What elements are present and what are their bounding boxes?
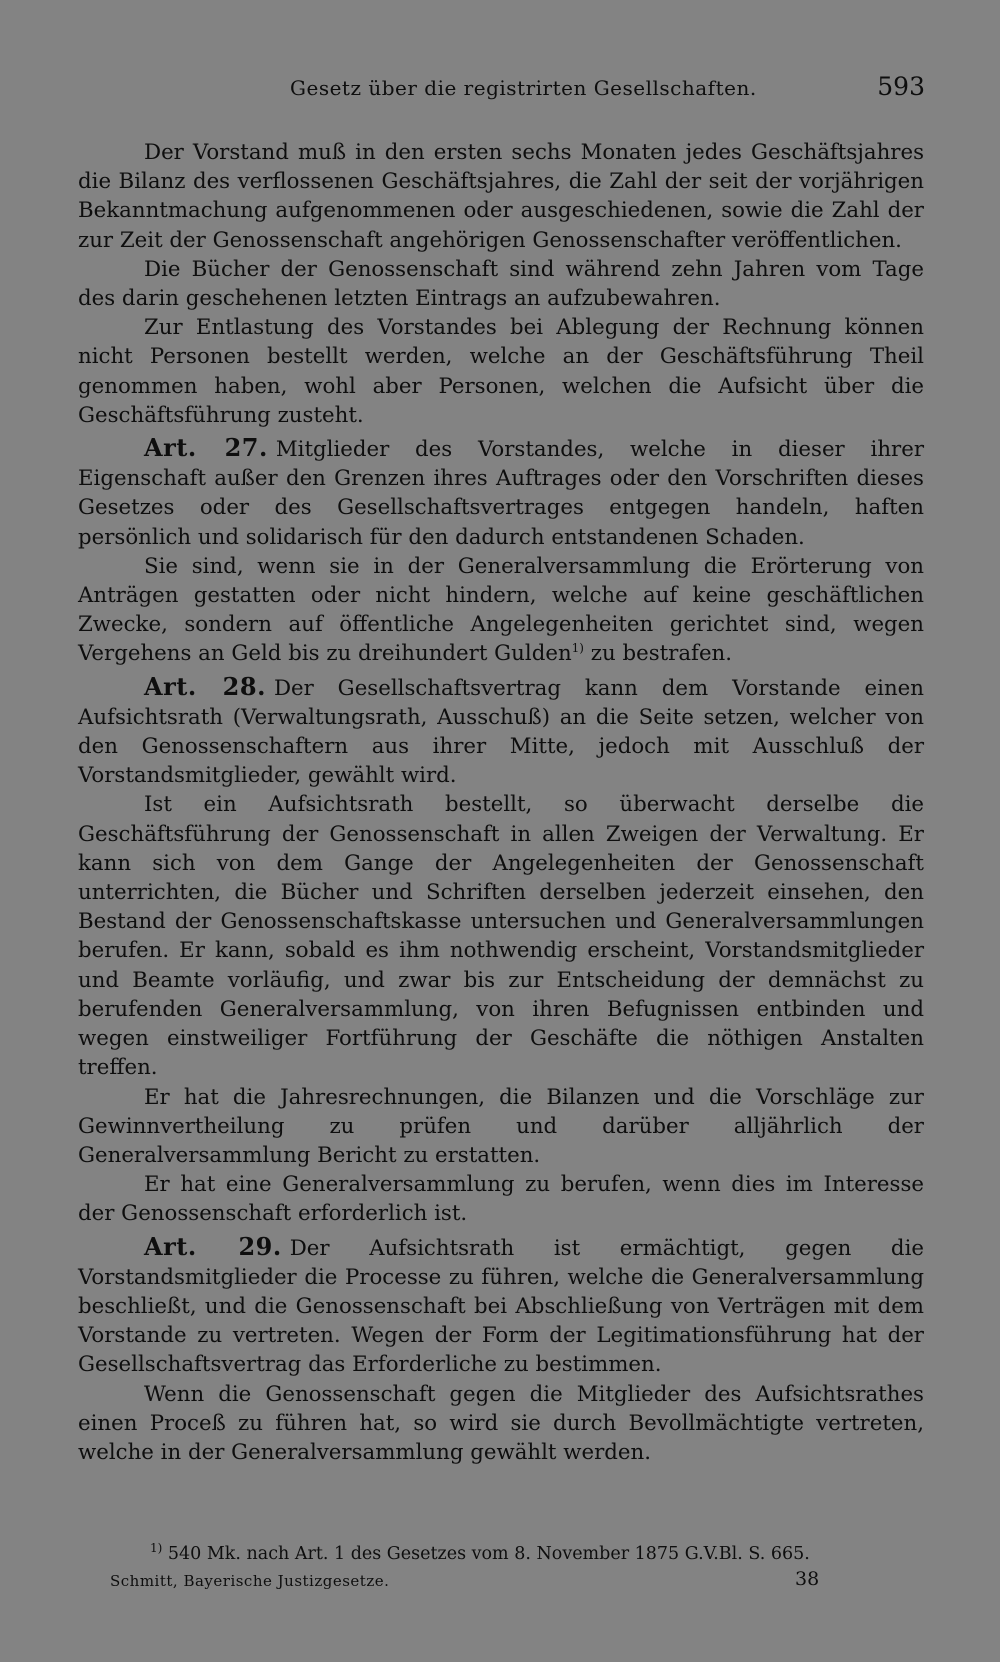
article-label: Art. 28. — [144, 671, 266, 701]
footnote-reference: 1) — [571, 641, 584, 656]
paragraph — [78, 552, 924, 669]
sheet-number: 38 — [795, 1568, 820, 1590]
article-text: Der Aufsichtsrath ist ermächtigt, gegen die Vorstandsmitglieder die Processe zu führen, welche die Generalversammlung beschließt, und die Genossenschaft bei Abschließung von Verträgen mit dem Vorstande zu vertreten. Wegen der Form der Legitimationsführung hat der Gesellschaftsvertrag das Erforderliche zu bestimmen. — [78, 1235, 924, 1378]
article-28 — [78, 672, 924, 791]
article-text: Der Gesellschaftsvertrag kann dem Vorstande einen Aufsichtsrath (Verwaltungsrath, Ausschuß) an die Seite setzen, welcher von den Genossenschaftern aus ihrer Mitte, jedoch mit Ausschluß der Vorstandsmitglieder, gewählt wird. — [78, 675, 924, 789]
body-text — [78, 138, 924, 1467]
article-label: Art. 27. — [144, 433, 268, 463]
paragraph: Ist ein Aufsichtsrath bestellt, so überwacht derselbe die Geschäftsführung der Genossenschaft in allen Zweigen der Verwaltung. Er kann sich von dem Gange der Angelegenheiten der Genossenschaft unterrichten, die Bücher und Schriften derselben jederzeit einsehen, den Bestand der Genossenschaftskasse untersuchen und Generalversammlungen berufen. Er kann, sobald es ihm nothwendig erscheint, Vorstandsmitglieder und Beamte vorläufig, und zwar bis zur Entscheidung der demnächst zu berufenden Generalversammlung, von ihren Befugnissen entbinden und wegen einstweiliger Fortführung der Geschäfte die nöthigen Anstalten treffen. — [78, 792, 924, 1081]
paragraph: Zur Entlastung des Vorstandes bei Ablegung der Rechnung können nicht Personen bestellt werden, welche an der Geschäftsführung Theil genommen haben, wohl aber Personen, welchen die Aufsicht über die Geschäftsführung zusteht. — [78, 315, 924, 428]
footnote — [150, 1536, 928, 1566]
paragraph: Er hat eine Generalversammlung zu berufen, wenn dies im Interesse der Genossenschaft erforderlich ist. — [78, 1172, 924, 1227]
paragraph: Die Bücher der Genossenschaft sind während zehn Jahren vom Tage des darin geschehenen letzten Eintrags an aufzubewahren. — [78, 256, 924, 312]
article-29 — [78, 1232, 924, 1380]
footnote-text: 540 Mk. nach Art. 1 des Gesetzes vom 8. November 1875 G.V.Bl. S. 665. — [162, 1543, 810, 1564]
paragraph: Der Vorstand muß in den ersten sechs Monaten jedes Geschäftsjahres die Bilanz des verflossenen Geschäftsjahres, die Zahl der seit der vorjährigen Bekanntmachung aufgenommenen oder ausgeschiedenen, sowie die Zahl der zur Zeit der Genossenschaft angehörigen Genossenschafter veröffentlichen. — [78, 140, 924, 253]
article-27 — [78, 433, 924, 552]
paragraph: Er hat die Jahresrechnungen, die Bilanzen und die Vorschläge zur Gewinnvertheilung zu prüfen und darüber alljährlich der Generalversammlung Bericht zu erstatten. — [78, 1084, 924, 1168]
article-text: Mitglieder des Vorstandes, welche in dieser ihrer Eigenschaft außer den Grenzen ihres Auftrages oder den Vorschriften dieses Gesetzes oder des Gesellschaftsvertrages entgegen handeln, haften persönlich und solidarisch für den dadurch entstandenen Schaden. — [78, 437, 924, 550]
paragraph: Wenn die Genossenschaft gegen die Mitglieder des Aufsichtsrathes einen Proceß zu führen hat, so wird sie durch Bevollmächtigte vertreten, welche in der Generalversammlung gewählt werden. — [78, 1381, 924, 1465]
page-number: 593 — [877, 72, 925, 101]
page-header — [0, 72, 1000, 108]
signature-line: Schmitt, Bayerische Justizgesetze. — [110, 1572, 390, 1590]
footnote-mark: 1) — [150, 1541, 163, 1555]
paragraph-text: zu bestrafen. — [583, 641, 733, 667]
running-title: Gesetz über die registrirten Gesellschaften. — [290, 76, 757, 100]
paragraph-text: Sie sind, wenn sie in der Generalversammlung die Erörterung von Anträgen gestatten oder nicht hindern, welche auf keine geschäftlichen Zwecke, sondern auf öffentliche Angelegenheiten gerichtet sind, wegen Vergehens an Geld bis zu dreihundert Gulden — [78, 553, 924, 667]
article-label: Art. 29. — [144, 1231, 282, 1261]
